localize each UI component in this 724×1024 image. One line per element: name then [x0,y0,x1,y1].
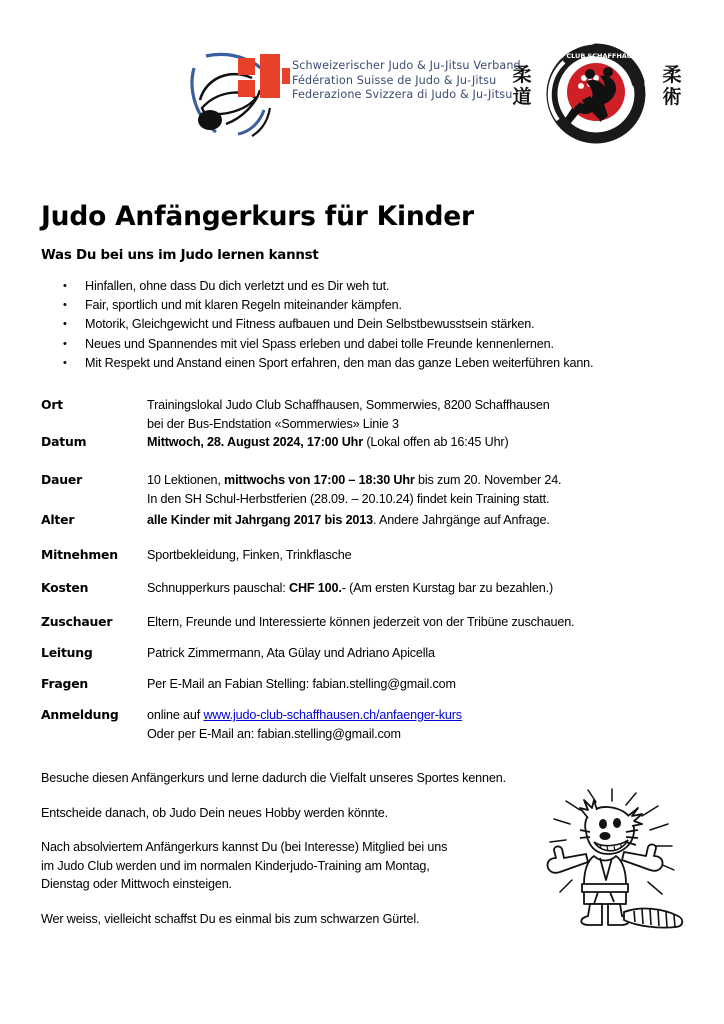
detail-label: Fragen [41,676,89,691]
detail-row-datum [41,433,701,471]
datum-bold: Mittwoch, 28. August 2024, 17:00 Uhr [147,435,363,449]
anmeldung-pre: online auf [147,708,204,722]
dauer-line-2: In den SH Schul-Herbstferien (28.09. – 20.10.24) findet kein Training statt. [147,491,550,506]
detail-row-ort [41,396,701,433]
course-details [41,396,701,744]
list-item [63,335,703,354]
detail-row-alter [41,511,701,546]
document-header [0,40,724,150]
list-item [63,315,703,334]
datum-rest: (Lokal offen ab 16:45 Uhr) [362,435,509,449]
detail-row-anmeldung [41,706,701,744]
benefits-list [63,277,703,373]
ort-line-2: bei der Bus-Endstation «Sommerwies» Linie 3 [147,416,399,431]
detail-row-kosten [41,579,701,613]
detail-label: Alter [41,512,75,527]
registration-link[interactable]: www.judo-club-schaffhausen.ch/anfaenger-kurs [203,708,462,722]
anmeldung-line-2: Oder per E-Mail an: fabian.stelling@gmail.com [147,726,401,741]
bullet-icon: • [63,318,67,331]
detail-value [147,706,701,743]
list-item [63,277,703,296]
federation-name-de: Schweizerischer Judo & Ju-Jitsu Verband [292,59,521,72]
detail-value [147,396,701,433]
federation-name-it: Federazione Svizzera di Judo & Ju-Jitsu [292,88,513,102]
detail-value [147,579,701,598]
bullet-icon: • [63,356,67,369]
detail-row-dauer [41,471,701,511]
kosten-pre: Schnupperkurs pauschal: [147,581,290,595]
anmeldung-line-1 [147,706,701,725]
bullet-icon: • [63,337,67,350]
dauer-bold: mittwochs von 17:00 – 18:30 Uhr [224,473,415,487]
detail-value [147,511,701,530]
club-logo [508,42,686,147]
detail-label: Dauer [41,472,82,487]
club-arc-text: JUDO CLUB SCHAFFHAUSEN [545,52,647,60]
detail-row-zuschauer [41,613,701,644]
federation-name-block [292,59,521,103]
detail-label: Anmeldung [41,707,119,722]
kanji-jujutsu: 柔術 [662,64,682,108]
list-item-label: Neues und Spannendes mit viel Spass erleben und dabei tolle Freunde kennenlernen. [85,336,554,351]
detail-label: Kosten [41,580,89,595]
detail-label: Mitnehmen [41,547,118,562]
ort-line-1: Trainingslokal Judo Club Schaffhausen, Sommerwies, 8200 Schaffhausen [147,398,550,412]
closing-p3-line-3: Dienstag oder Mittwoch einsteigen. [41,877,232,892]
dauer-line-1 [147,471,701,490]
detail-row-leitung [41,644,701,675]
bullet-icon: • [63,280,67,292]
detail-value [147,433,701,452]
list-item-label: Mit Respekt und Anstand einen Sport erfahren, den man das ganze Leben weiterführen kann. [85,355,594,370]
alter-bold: alle Kinder mit Jahrgang 2017 bis 2013 [147,513,373,527]
closing-paragraph-1: Besuche diesen Anfängerkurs und lerne dadurch die Vielfalt unseres Sportes kennen. [41,771,506,785]
detail-label: Datum [41,434,87,449]
swiss-cross-icon [238,54,290,106]
cheering-judoka-tiger-cartoon [508,788,700,933]
closing-p3-line-2: im Judo Club werden und im normalen Kinderjudo-Training am Montag, [41,858,430,873]
enso-circle-emblem [534,42,658,147]
detail-label: Ort [41,397,63,412]
list-item-label: Motorik, Gleichgewicht und Fitness aufbauen und Dein Selbstbewusstsein stärken. [85,317,535,332]
list-item-label: Fair, sportlich und mit klaren Regeln miteinander kämpfen. [85,298,402,313]
list-item [63,354,703,373]
kosten-post: - (Am ersten Kurstag bar zu bezahlen.) [341,581,554,595]
detail-value: Patrick Zimmermann, Ata Gülay und Adriano Apicella [147,646,435,660]
list-item [63,296,703,315]
detail-value: Per E-Mail an Fabian Stelling: fabian.stelling@gmail.com [147,677,456,691]
detail-label: Zuschauer [41,614,113,629]
detail-row-mitnehmen [41,546,701,579]
closing-p3-line-1: Nach absolviertem Anfängerkurs kannst Du (bei Interesse) Mitglied bei uns [41,840,448,855]
detail-value: Sportbekleidung, Finken, Trinkflasche [147,548,352,562]
kosten-bold: CHF 100. [289,581,342,595]
bullet-icon: • [63,299,67,312]
detail-label: Leitung [41,645,93,660]
closing-paragraph-2: Entscheide danach, ob Judo Dein neues Hobby werden könnte. [41,805,388,820]
kanji-judo: 柔道 [512,64,532,108]
dauer-pre: 10 Lektionen, [147,473,225,487]
federation-name-fr: Fédération Suisse de Judo & Ju-Jitsu [292,73,497,87]
section-subheading: Was Du bei uns im Judo lernen kannst [41,248,319,263]
detail-row-fragen [41,675,701,706]
list-item-label: Hinfallen, ohne dass Du dich verletzt und es Dir weh tut. [85,279,390,293]
detail-value [147,471,701,508]
alter-rest: . Andere Jahrgänge auf Anfrage. [373,513,550,527]
closing-paragraph-4: Wer weiss, vielleicht schaffst Du es einmal bis zum schwarzen Gürtel. [41,911,420,926]
page-title: Judo Anfängerkurs für Kinder [41,200,474,232]
federation-logo [186,48,521,143]
dauer-post: bis zum 20. November 24. [414,473,562,487]
detail-value: Eltern, Freunde und Interessierte können jederzeit von der Tribüne zuschauen. [147,615,575,629]
